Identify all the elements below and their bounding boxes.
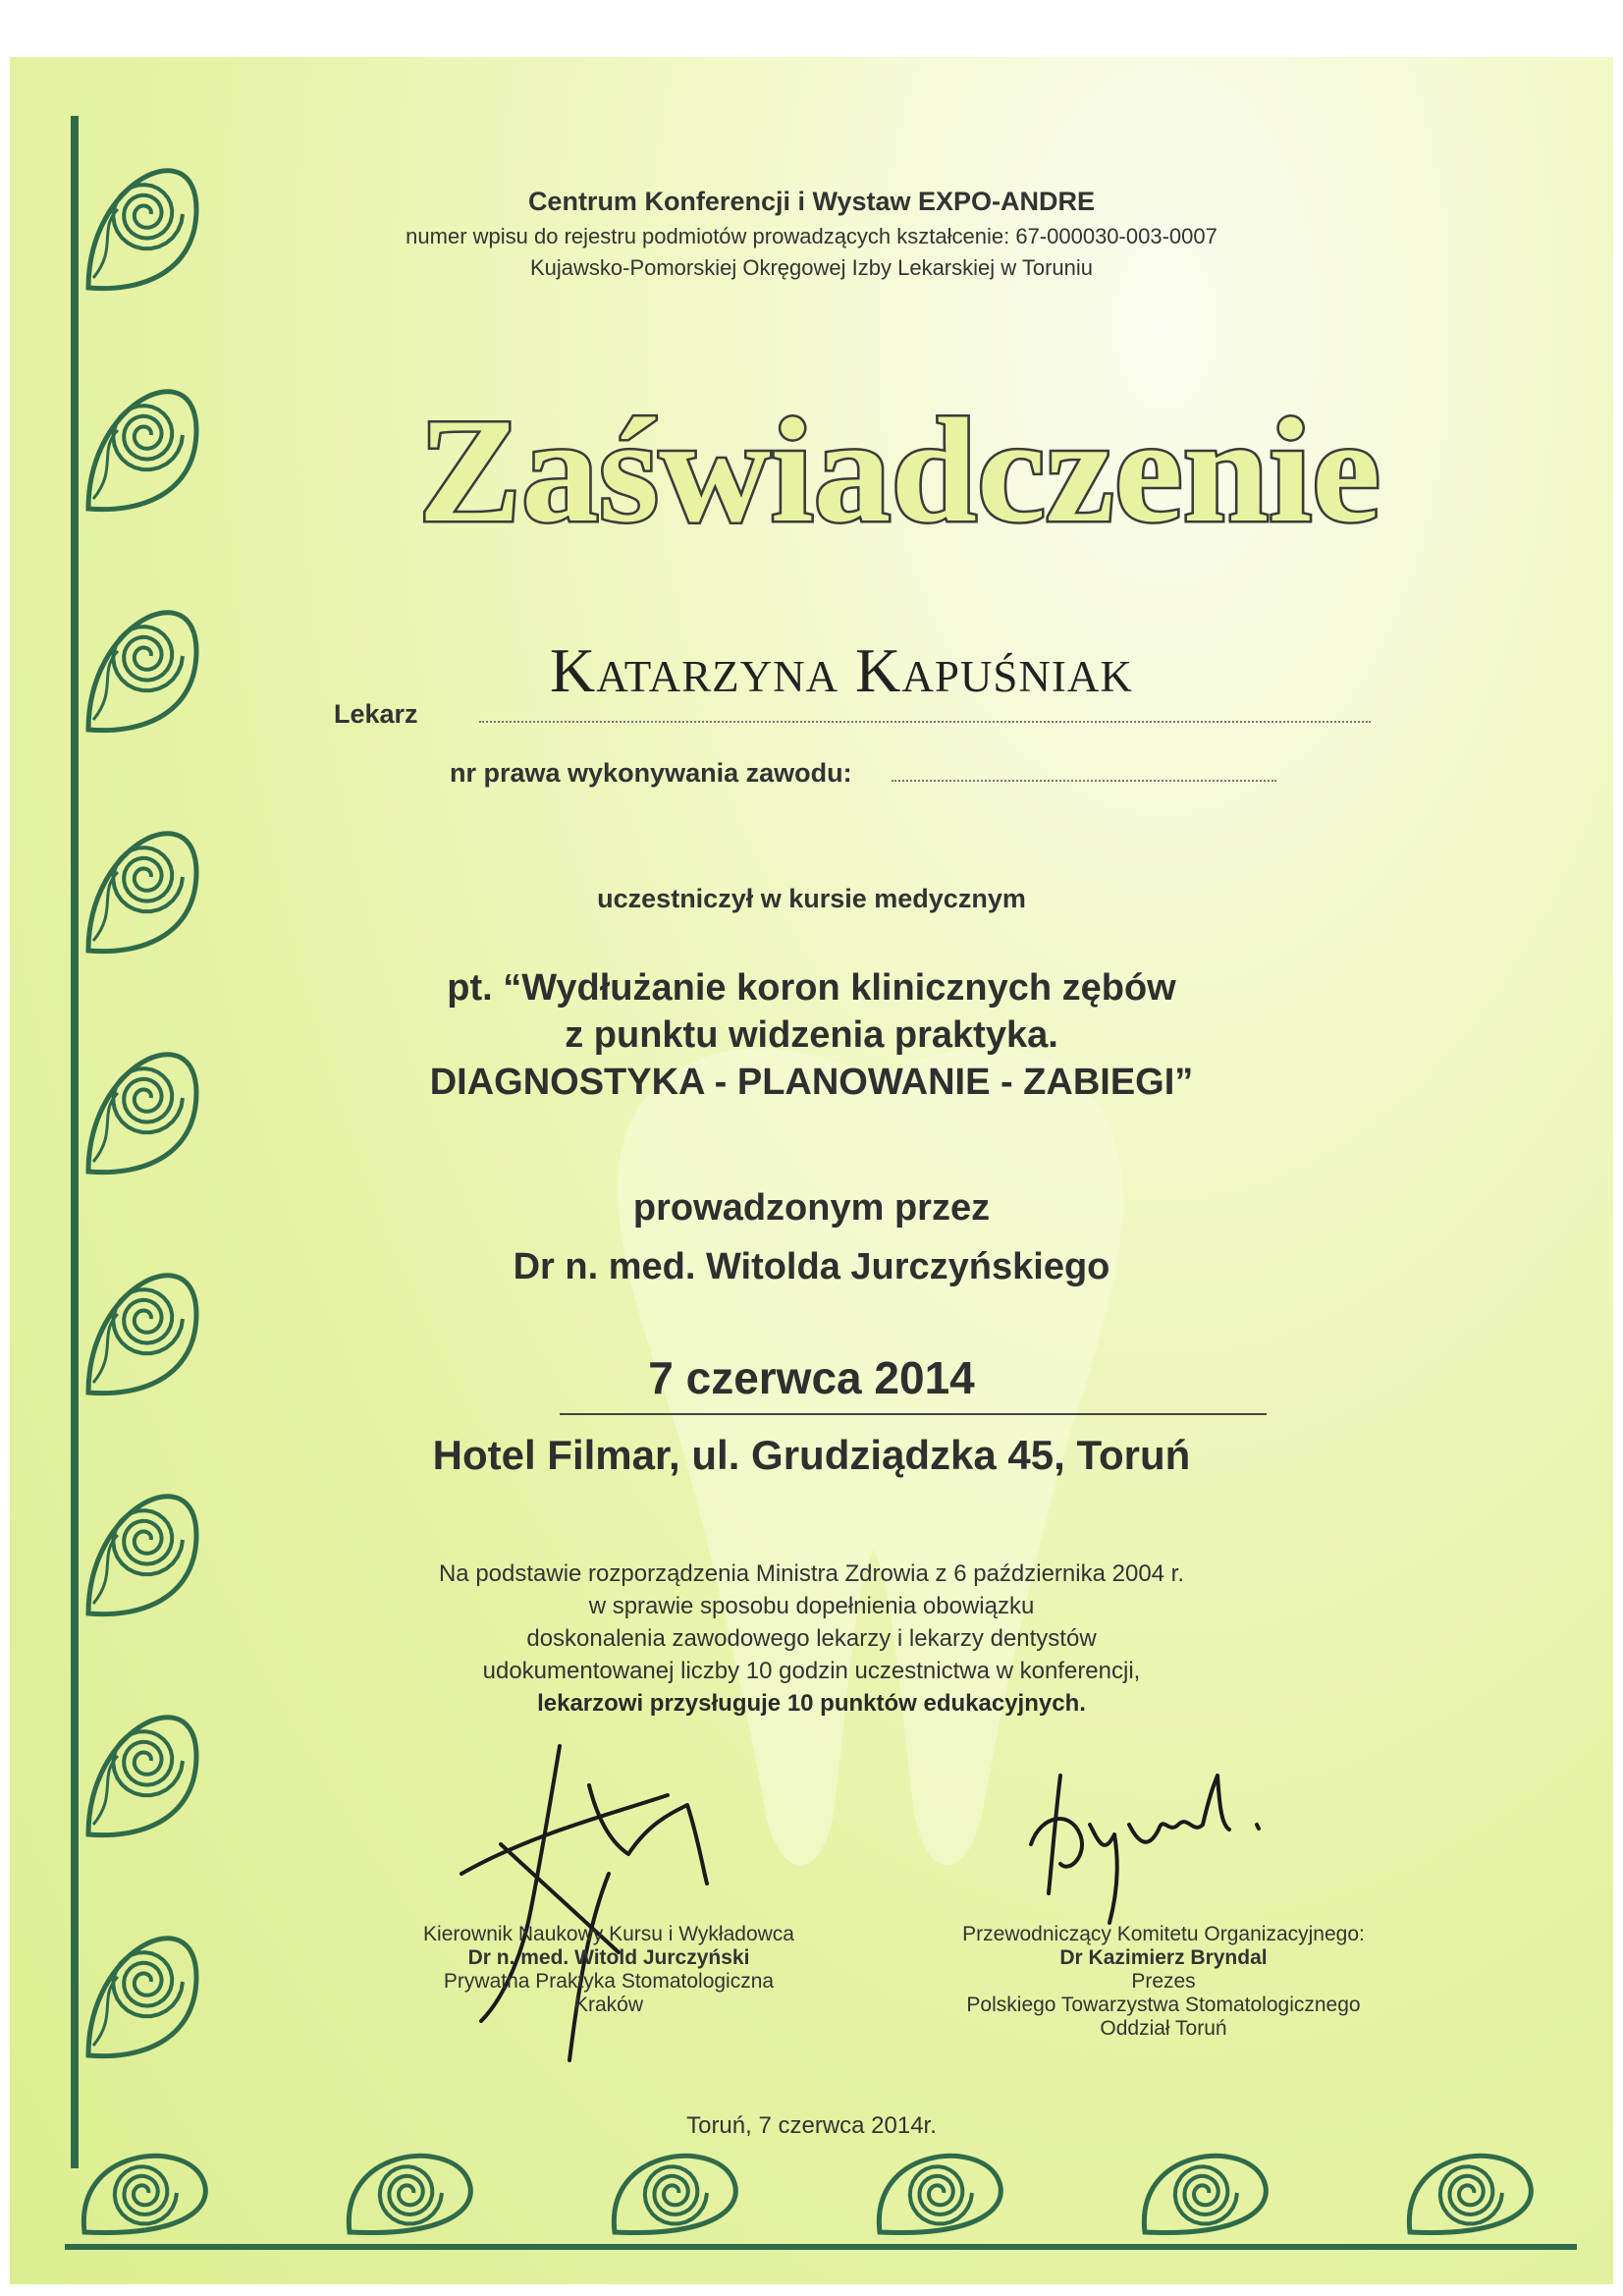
organization-name: Centrum Konferencji i Wystaw EXPO-ANDRE: [527, 187, 1096, 216]
certificate-title-text: Zaświadczenie: [418, 388, 1380, 553]
border-ornament: [83, 2156, 205, 2232]
registry-number: numer wpisu do rejestru podmiotów prowadzących kształcenie: 67-000030-003-0007: [406, 224, 1217, 248]
border-ornament: [349, 2156, 470, 2232]
signatory-left-org: Prywatna Praktyka Stomatologiczna: [443, 1970, 775, 1993]
border-ornament: [1144, 2156, 1266, 2232]
border-ornament: [88, 613, 196, 731]
border-ornament: [88, 1718, 196, 1835]
name-dotted-line: [479, 721, 1371, 723]
legal-line-1: Na podstawie rozporządzenia Ministra Zdrowia z 6 października 2004 r.: [438, 1560, 1185, 1587]
legal-basis: [10, 1558, 1613, 1720]
credit-points-statement: lekarzowi przysługuje 10 punktów edukacyjnych.: [537, 1690, 1086, 1717]
border-ornament: [879, 2156, 1001, 2232]
lecturer-name: Dr n. med. Witolda Jurczyńskiego: [513, 1246, 1110, 1287]
signature-right: [1001, 1756, 1296, 1933]
certificate-sheet: [10, 57, 1613, 2284]
license-dotted-line: [892, 780, 1276, 782]
lecturer-block: [10, 1178, 1613, 1296]
signatory-left: [363, 1923, 854, 2017]
signatory-right-title: Prezes: [1131, 1970, 1196, 1993]
place-and-date: Toruń, 7 czerwca 2014r.: [686, 2112, 937, 2139]
border-ornament: [614, 2156, 735, 2232]
date-underline: [560, 1413, 1267, 1415]
event-date: 7 czerwca 2014: [648, 1352, 975, 1403]
border-ornament: [88, 1939, 196, 2056]
recipient-label: Lekarz: [334, 699, 418, 729]
legal-line-4: udokumentowanej liczby 10 godzin uczestnictwa w konferencji,: [482, 1658, 1141, 1684]
course-title-line-2: z punktu widzenia praktyka.: [565, 1014, 1058, 1056]
signatory-right-role: Przewodniczący Komitetu Organizacyjnego:: [962, 1923, 1365, 1945]
course-intro: uczestniczył w kursie medycznym: [597, 884, 1026, 913]
course-title-line-3: DIAGNOSTYKA - PLANOWANIE - ZABIEGI”: [429, 1062, 1194, 1103]
signatory-right-org: Polskiego Towarzystwa Stomatologicznego: [966, 1994, 1361, 2016]
license-number-label: nr prawa wykonywania zawodu:: [450, 758, 852, 788]
medical-chamber: Kujawsko-Pomorskiej Okręgowej Izby Lekarskiej w Toruniu: [529, 255, 1094, 280]
signatory-left-role: Kierownik Naukowy Kursu i Wykładowca: [423, 1923, 794, 1945]
lecturer-label: prowadzonym przez: [632, 1187, 991, 1229]
legal-line-5: [10, 1687, 1613, 1720]
signatory-left-city: Kraków: [573, 1994, 644, 2016]
recipient-name: Katarzyna Kapuśniak: [550, 635, 1133, 705]
signature-left: [442, 1726, 756, 2080]
signatory-right: [893, 1923, 1434, 2041]
signatory-right-branch: Oddział Toruń: [1100, 2017, 1227, 2040]
border-ornament: [88, 392, 196, 510]
event-venue: Hotel Filmar, ul. Grudziądzka 45, Toruń: [432, 1432, 1191, 1478]
celtic-border-left: [59, 116, 216, 2168]
legal-line-2: w sprawie sposobu dopełnienia obowiązku: [588, 1593, 1035, 1619]
course-title-line-1: pt. “Wydłużanie koron klinicznych zębów: [447, 967, 1176, 1009]
border-ornament: [1409, 2156, 1531, 2232]
course-title: [10, 964, 1613, 1106]
signatory-right-name: Dr Kazimierz Bryndal: [1059, 1946, 1268, 1969]
signatory-left-name: Dr n. med. Witold Jurczyński: [467, 1946, 750, 1969]
legal-line-3: doskonalenia zawodowego lekarzy i lekarzy dentystów: [526, 1625, 1097, 1652]
certificate-title: [412, 373, 1394, 570]
